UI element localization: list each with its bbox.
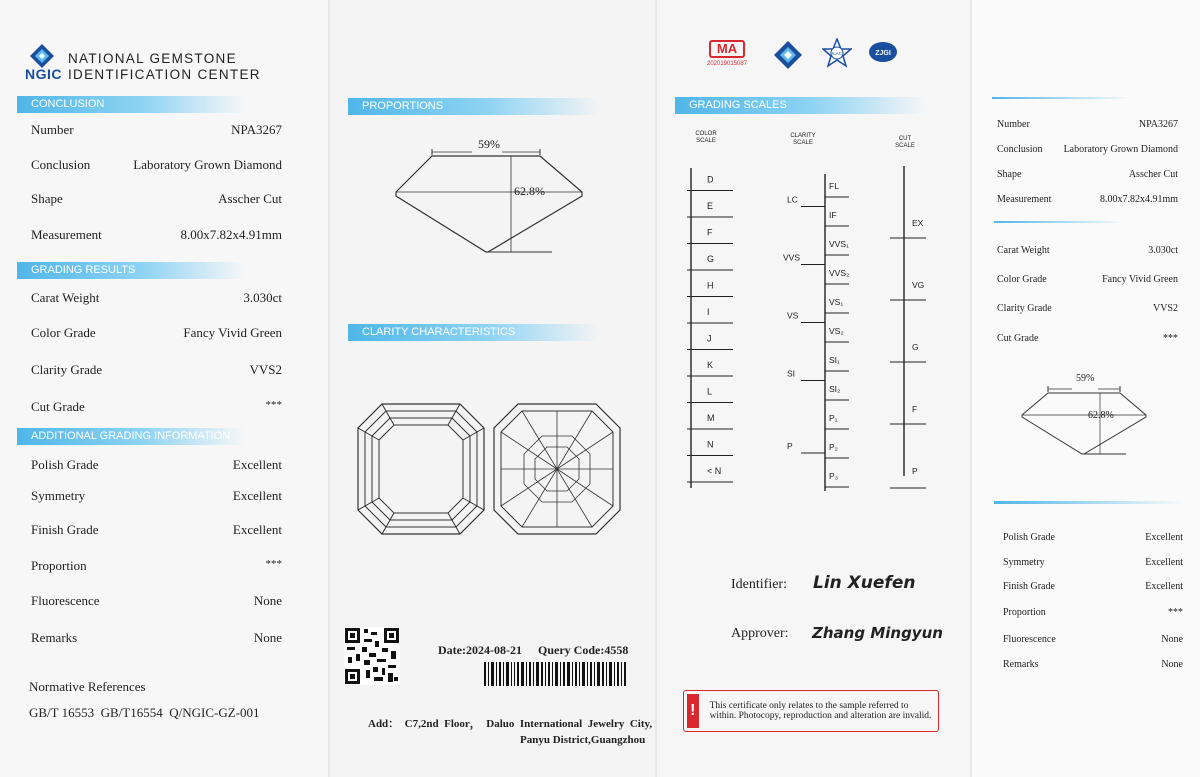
clarity-grade-label: P₂ [829,442,838,452]
row-label: Shape [31,191,63,206]
scale-title-line: COLOR [695,131,717,137]
clarity-group-label: VVS [783,252,801,263]
grading-row [31,362,282,378]
clarity-group-label: SI [787,368,796,379]
row-label: Proportion [31,558,87,573]
summary-row [1003,557,1183,568]
additional-row [31,593,282,609]
clarity-grade-label: IF [829,210,837,220]
grading-scales-panel [657,0,970,777]
row-value: Laboratory Grown Diamond [133,157,282,172]
svg-text:ZJGI: ZJGI [875,50,891,57]
row-label: Number [31,122,74,137]
color-grade-label: I [707,307,710,317]
ngic-diamond-icon [773,40,803,70]
conclusion-row [31,122,282,138]
row-value: Fancy Vivid Green [183,325,282,340]
scale-title-line: CLARITY [790,133,816,139]
scale-title-line: SCALE [696,138,716,144]
additional-info-section-header: ADDITIONAL GRADING INFORMATION [17,428,245,445]
summary-row [997,274,1178,285]
conclusion-row [31,191,282,207]
row-label: Color Grade [31,325,96,340]
clarity-grade-label: VVS₁ [829,239,849,249]
row-value: Asscher Cut [218,191,282,206]
cma-logo-icon: MA [709,40,745,58]
summary-row [997,245,1178,256]
address-line2: Panyu District,Guangzhou [520,734,646,746]
color-grade-label: M [707,413,715,423]
conclusion-section-header: CONCLUSION [17,96,245,113]
crown-view-diagram [356,402,486,536]
additional-row [31,457,282,473]
row-label: Symmetry [31,488,86,503]
clarity-grade-label: P₁ [829,413,838,423]
certificate-date: Date:2024-08-21 [438,643,522,657]
grading-scales-section-header: GRADING SCALES [675,97,925,114]
color-grade-label: F [707,227,713,238]
cut-scale-title [892,136,918,150]
row-value: Asscher Cut [1128,169,1178,180]
color-grade-label: N [707,439,714,450]
row-value: NPA3267 [1138,119,1178,130]
color-grade-label: G [707,254,715,264]
scale-title-line: CUT [898,136,912,142]
clarity-characteristics-section-header: CLARITY CHARACTERISTICS [348,324,600,341]
row-label: Number [997,119,1030,130]
ilac-star-icon [822,38,852,68]
row-value: Excellent [232,522,282,537]
svg-text:ILAC: ILAC [831,51,843,56]
grading-row [31,399,282,415]
row-value: NPA3267 [231,122,282,137]
color-grade-label: J [707,333,712,344]
summary-row [1003,607,1183,618]
brand-name-line2: IDENTIFICATION CENTER [68,67,261,82]
qr-code-icon [344,627,400,685]
row-label: Finish Grade [1003,581,1055,592]
clarity-scale-title [789,133,817,147]
row-value: *** [1168,607,1183,618]
row-label: Measurement [31,227,102,242]
summary-row [1003,532,1183,543]
row-value: 3.030ct [1148,245,1178,256]
pavilion-view-diagram [492,402,622,536]
row-value: 3.030ct [243,290,282,305]
row-label: Cut Grade [997,333,1039,344]
row-value: Excellent [232,457,282,472]
additional-row [31,558,282,574]
conclusion-row [31,227,282,243]
row-value: None [253,593,282,608]
additional-row [31,488,282,504]
row-value: Laboratory Grown Diamond [1063,144,1178,155]
clarity-group-label: P [787,441,793,451]
clarity-grade-label: P₃ [829,471,839,481]
query-code: Query Code:4558 [538,643,629,657]
row-label: Polish Grade [1003,532,1055,543]
clarity-group-label: LC [787,194,798,205]
row-value: None [253,630,282,645]
cut-grade-label: VG [912,280,925,290]
approver-label: Approver: [731,626,789,641]
summary-row [997,333,1178,344]
proportions-section-header: PROPORTIONS [348,98,600,115]
row-value: 8.00x7.82x4.91mm [180,227,282,242]
row-label: Carat Weight [997,245,1050,256]
clarity-scale-chart [777,160,857,500]
proportion-diagram [392,136,592,258]
summary-proportion-diagram [1018,380,1150,458]
disclaimer-notice [683,690,939,732]
row-value: Excellent [1145,557,1183,568]
row-value: None [1161,659,1183,670]
warning-icon: ! [687,694,699,728]
row-value: VVS2 [1152,303,1178,314]
address-line1: Add： C7,2nd Floor， Daluo International Jewelry City, [368,718,653,730]
row-label: Cut Grade [31,399,85,414]
clarity-grade-label: VS₁ [829,297,844,307]
identifier-label: Identifier: [731,577,787,592]
summary-row [1003,581,1183,592]
row-label: Clarity Grade [997,303,1052,314]
color-grade-label: < N [707,466,722,476]
row-label: Shape [997,169,1022,180]
color-grade-label: L [707,386,713,397]
summary-row [997,194,1178,205]
row-label: Proportion [1003,607,1046,618]
row-label: Polish Grade [31,457,99,472]
identifier-signature: Lin Xuefen [813,573,916,593]
color-grade-label: E [707,201,714,211]
summary-row [1003,634,1183,645]
summary-table-pct: 59% [1076,373,1095,384]
row-label: Symmetry [1003,557,1045,568]
row-label: Color Grade [997,274,1047,285]
cut-grade-label: F [912,404,918,414]
row-value: None [1161,634,1183,645]
row-value: Excellent [232,488,282,503]
row-label: Remarks [1003,659,1039,670]
normative-refs: GB/T 16553 GB/T16554 Q/NGIC-GZ-001 [29,705,260,720]
summary-row [997,144,1178,155]
barcode-icon [484,662,626,686]
additional-row [31,522,282,538]
scale-title-line: SCALE [793,140,813,146]
cma-number: 202019015087 [707,61,748,67]
clarity-grade-label: VS₂ [829,326,844,336]
row-value: Excellent [1145,581,1183,592]
row-label: Clarity Grade [31,362,103,377]
row-label: Remarks [31,630,78,645]
summary-accent-line [994,501,1184,504]
clarity-grade-label: VVS₂ [829,268,850,278]
row-value: *** [265,399,282,411]
color-grade-label: D [707,174,714,185]
row-value: *** [1163,333,1178,344]
cut-scale-chart [882,160,942,500]
grading-row [31,325,282,341]
row-label: Measurement [997,194,1052,205]
normative-title: Normative References [29,679,146,694]
summary-depth-pct: 62.8% [1088,410,1114,421]
scale-title-line: SCALE [895,143,915,149]
conclusion-panel [0,0,328,777]
grading-results-section-header: GRADING RESULTS [17,262,245,279]
summary-row [997,169,1178,180]
summary-accent-line [994,221,1124,223]
proportions-panel [330,0,655,777]
row-label: Fluorescence [1003,634,1056,645]
zjg-logo-icon [867,40,899,70]
color-grade-label: H [707,280,714,291]
cut-grade-label: EX [912,218,924,228]
row-label: Finish Grade [31,522,99,537]
clarity-grade-label: SI₁ [829,355,840,365]
cut-grade-label: P [912,466,918,476]
row-value: Excellent [1145,532,1183,543]
clarity-group-label: VS [787,310,799,321]
summary-row [997,303,1178,314]
row-value: VVS2 [249,362,282,377]
depth-percentage: 62.8% [514,184,545,198]
row-value: *** [265,558,282,570]
row-label: Fluorescence [31,593,100,608]
approver-signature: Zhang Mingyun [812,624,943,642]
color-scale-chart [677,160,747,500]
row-label: Conclusion [997,144,1043,155]
brand-abbr: NGIC [25,66,62,82]
clarity-grade-label: SI₂ [829,384,841,394]
table-percentage: 59% [478,137,500,151]
row-value: 8.00x7.82x4.91mm [1099,194,1178,205]
grading-row [31,290,282,306]
summary-row [1003,659,1183,670]
clarity-grade-label: FL [829,181,839,191]
conclusion-row [31,157,282,173]
summary-row [997,119,1178,130]
disclaimer-text: This certificate only relates to the sample referred to within. Photocopy, reproduction and alteration are invalid. [709,700,932,721]
color-scale-title [693,131,719,145]
row-value: Fancy Vivid Green [1102,274,1178,285]
color-grade-label: K [707,360,714,370]
additional-row [31,630,282,646]
cut-grade-label: G [912,342,919,352]
brand-name-line1: NATIONAL GEMSTONE [68,51,237,66]
row-label: Conclusion [31,157,91,172]
summary-accent-line [992,97,1132,99]
row-label: Carat Weight [31,290,100,305]
